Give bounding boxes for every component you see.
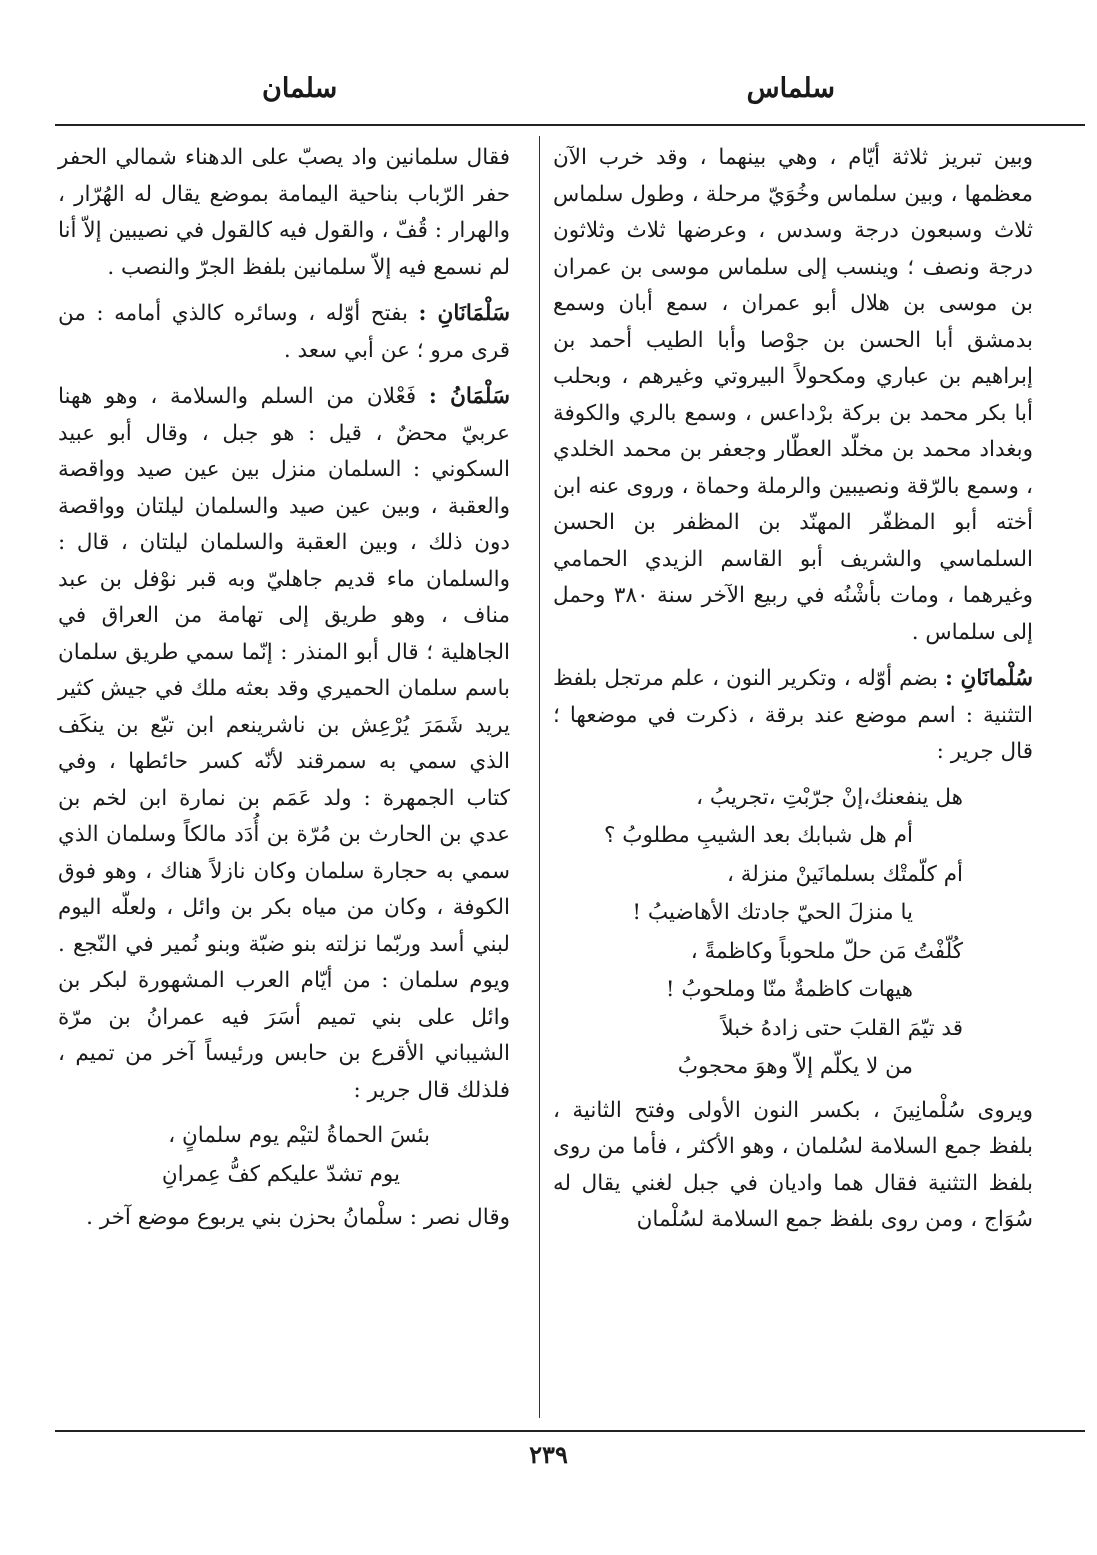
verse-line: أم هل شبابك بعد الشيبِ مطلوبُ ؟: [603, 823, 913, 848]
entry-paragraph: وقال نصر : سلْمانُ بحزن بني يربوع موضع آخر .: [86, 1205, 510, 1230]
entry-salmanan: [58, 296, 510, 369]
right-column: [553, 140, 1033, 1239]
entry-paragraph: ويروى سُلْمانِينَ ، بكسر النون الأولى وفتح الثانية ، بلفظ جمع السلامة لسُلمان ، وهو الأكثر ، فأما من روى بلفظ التثنية فقال هما واديان في جبل لغني يقال له سُوَاج ، ومن روى بلفظ جمع السلامة لسُلْمان: [553, 1097, 1033, 1232]
verse-line: يوم تشدّ عليكم كفُّ عِمرانِ: [161, 1161, 400, 1187]
entry-continuation: وبين تبريز ثلاثة أيّام ، وهي بينهما ، وقد خرب الآن معظمها ، وبين سلماس وخُوَيّ مرحلة ، وطول سلماس ثلاث وسبعون درجة وسدس ، وعرضها ثلاث وثلاثون درجة ونصف ؛ وينسب إلى سلماس موسى بن عمران بن موسى بن هلال أبو عمران ، سمع أبان وسمع بدمشق أبا الحسن بن جوْصا وأبا الطيب أحمد بن إبراهيم بن عباري ومكحولاً البيروتي وغيرهم ، وبحلب أبا بكر محمد بن بركة برْداعس ، وسمع بالري والكوفة وبغداد محمد بن مخلّد العطّار وجعفر بن محمد الخلدي ، وسمع بالرّقة ونصيبين والرملة وحماة ، وروى عنه ابن أخته أبو المظفّر المهنّد بن المظفر بن الحسن السلماسي والشريف أبو القاسم الزيدي الحمامي وغيرهما ، ومات بأشْنُه في ربيع الآخر سنة ٣٨٠ وحمل إلى سلماس .: [553, 145, 1033, 645]
verse-line: بئسَ الحماةُ لتيْم يوم سلمانٍ ،: [168, 1123, 430, 1148]
entry-continuation: فقال سلمانين واد يصبّ على الدهناء شمالي الحفر حفر الرّباب بناحية اليمامة بموضع يقال له الهُرّار ، والهرار : قُفّ ، والقول فيه كالقول في نصيبين إلاّ أنا لم نسمع فيه إلاّ سلمانين بلفظ الجرّ والنصب .: [58, 145, 510, 280]
header-rule: [55, 124, 1085, 126]
entry-salman: [58, 379, 510, 1109]
poem-verse: [58, 1117, 510, 1194]
verse-line: قد تيّمَ القلبَ حتى زادهُ خبلاً: [721, 1015, 963, 1041]
entry-text: فَعْلان من السلم والسلامة ، وهو ههنا عربيّ محضٌ ، قيل : هو جبل ، وقال أبو عبيد السكوني : السلمان منزل بين عين صيد وواقصة والعقبة ، وبين عين صيد والسلمان ليلتان وواقصة دون ذلك ، وبين العقبة والسلمان ليلتان ، قال : والسلمان ماء قديم جاهليّ وبه قبر نوْفل بن عبد مناف ، وهو طريق إلى تهامة من العراق في الجاهلية ؛ قال أبو المنذر : إنّما سمي طريق سلمان باسم سلمان الحميري وقد بعثه ملك في جيش كثير يريد شَمَرَ يُرْعِش بن ناشرينعم ابن تبّع بن ينكَف الذي سمي به سمرقند لأنّه كسر حائطها ، وفي كتاب الجمهرة : ولد عَمَم بن نمارة ابن لخم بن عدي بن الحارث بن مُرّة بن أُدَد مالكاً وسلمان الذي سمي به حجارة سلمان وكان نازلاً هناك ، وهو فوق الكوفة ، وكان من مياه بكر بن وائل ، ولعلّه اليوم لبني أسد وربّما نزلته بنو ضبّة وبنو نُمير في النّجع . ويوم سلمان : من أيّام العرب المشهورة لبكر بن وائل على بني تميم أسَرَ فيه عمرانُ بن مرّة الشيباني الأقرع بن حابس ورئيساً آخر من تميم ، فلذلك قال جرير :: [58, 384, 510, 1103]
running-header-right: سلماس: [746, 73, 835, 104]
entry-text: بضم أوّله ، وتكرير النون ، علم مرتجل بلفظ التثنية : اسم موضع عند برقة ، ذكرت في موضعها ؛ قال جرير :: [553, 666, 1033, 764]
poem-verse: [553, 779, 1033, 1087]
verse-line: يا منزلَ الحيّ جادتك الأهاضيبُ !: [632, 900, 913, 925]
verse-line: هيهات كاظمةٌ منّا وملحوبُ !: [665, 977, 913, 1002]
left-column: [58, 140, 510, 1237]
entry-headword: سَلْمَانَانِ :: [418, 301, 510, 326]
entry-headword: سُلْمانَانِ :: [945, 666, 1033, 691]
verse-line: هل ينفعنك،إنْ جرّبْتِ ،تجريبُ ،: [696, 784, 963, 810]
entry-text: بفتح أوّله ، وسائره كالذي أمامه : من قرى مرو ؛ عن أبي سعد .: [58, 301, 510, 363]
running-header-left: سلمان: [262, 73, 338, 104]
page-number: ٢٣٩: [529, 1440, 568, 1469]
entry-sulmananan: [553, 661, 1033, 771]
verse-line: من لا يكلّم إلاّ وهوَ محجوبُ: [677, 1054, 913, 1079]
verse-line: أم كلّمتْك بسلمانَينْ منزلة ،: [727, 861, 963, 887]
entry-headword: سَلْمَانُ :: [428, 384, 510, 409]
footer-rule: [55, 1430, 1085, 1432]
verse-line: كُلّفْتُ مَن حلّ ملحوباً وكاظمةً ،: [690, 938, 963, 964]
column-divider: [539, 136, 540, 1418]
